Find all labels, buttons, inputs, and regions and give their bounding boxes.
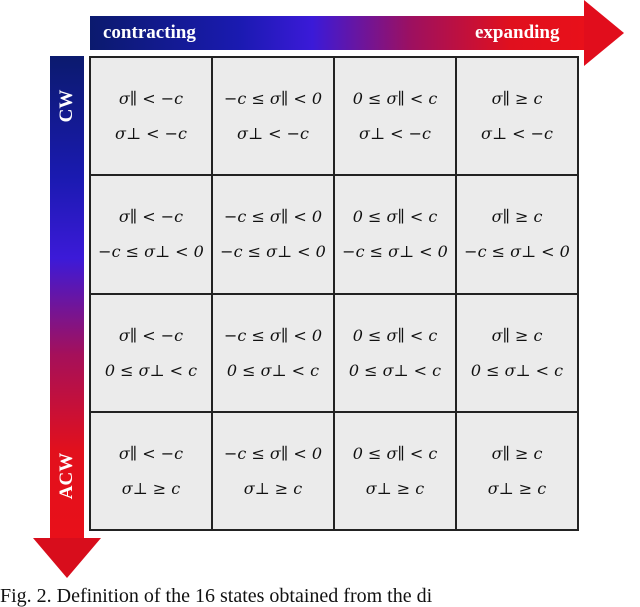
parallel-condition: 0 ≤ σ∥ < c xyxy=(352,89,438,109)
state-cell-2 xyxy=(212,57,334,175)
perpendicular-condition: σ⊥ < −c xyxy=(237,124,309,144)
state-cell-12 xyxy=(456,294,578,412)
perpendicular-condition: σ⊥ < −c xyxy=(115,124,187,144)
perpendicular-condition: −c ≤ σ⊥ < 0 xyxy=(464,242,570,262)
state-cell-4 xyxy=(456,57,578,175)
state-cell-5 xyxy=(90,175,212,293)
perpendicular-condition: −c ≤ σ⊥ < 0 xyxy=(98,242,204,262)
contracting-label: contracting xyxy=(103,22,196,43)
parallel-condition: σ∥ < −c xyxy=(118,89,184,109)
state-cell-13 xyxy=(90,412,212,530)
perpendicular-condition: 0 ≤ σ⊥ < c xyxy=(226,360,320,380)
state-cell-7 xyxy=(334,175,456,293)
parallel-condition: −c ≤ σ∥ < 0 xyxy=(223,325,322,345)
state-cell-14 xyxy=(212,412,334,530)
parallel-condition: 0 ≤ σ∥ < c xyxy=(352,325,438,345)
state-cell-11 xyxy=(334,294,456,412)
perpendicular-condition: 0 ≤ σ⊥ < c xyxy=(470,360,564,380)
perpendicular-condition: σ⊥ ≥ c xyxy=(243,478,303,498)
parallel-condition: σ∥ ≥ c xyxy=(491,443,543,463)
perpendicular-condition: −c ≤ σ⊥ < 0 xyxy=(342,242,448,262)
cw-label: CW xyxy=(56,89,77,123)
parallel-condition: σ∥ ≥ c xyxy=(491,89,543,109)
parallel-condition: σ∥ < −c xyxy=(118,443,184,463)
perpendicular-condition: 0 ≤ σ⊥ < c xyxy=(104,360,198,380)
state-cell-15 xyxy=(334,412,456,530)
perpendicular-condition: −c ≤ σ⊥ < 0 xyxy=(220,242,326,262)
perpendicular-condition: σ⊥ ≥ c xyxy=(365,478,425,498)
state-cell-6 xyxy=(212,175,334,293)
state-cell-9 xyxy=(90,294,212,412)
perpendicular-condition: σ⊥ ≥ c xyxy=(121,478,181,498)
parallel-condition: −c ≤ σ∥ < 0 xyxy=(223,443,322,463)
state-cell-3 xyxy=(334,57,456,175)
perpendicular-condition: σ⊥ < −c xyxy=(481,124,553,144)
perpendicular-condition: σ⊥ < −c xyxy=(359,124,431,144)
figure-caption: Fig. 2. Definition of the 16 states obtained from the di xyxy=(0,585,433,607)
state-cell-16 xyxy=(456,412,578,530)
parallel-condition: σ∥ < −c xyxy=(118,207,184,227)
state-cell-8 xyxy=(456,175,578,293)
state-cell-10 xyxy=(212,294,334,412)
parallel-condition: 0 ≤ σ∥ < c xyxy=(352,443,438,463)
parallel-condition: −c ≤ σ∥ < 0 xyxy=(223,89,322,109)
parallel-condition: σ∥ < −c xyxy=(118,325,184,345)
parallel-condition: 0 ≤ σ∥ < c xyxy=(352,207,438,227)
expanding-label: expanding xyxy=(475,22,560,43)
parallel-condition: σ∥ ≥ c xyxy=(491,325,543,345)
acw-label: ACW xyxy=(56,452,77,500)
state-grid xyxy=(89,56,579,531)
perpendicular-condition: 0 ≤ σ⊥ < c xyxy=(348,360,442,380)
parallel-condition: −c ≤ σ∥ < 0 xyxy=(223,207,322,227)
perpendicular-condition: σ⊥ ≥ c xyxy=(487,478,547,498)
state-cell-1 xyxy=(90,57,212,175)
arrow-down-icon xyxy=(33,538,101,578)
parallel-condition: σ∥ ≥ c xyxy=(491,207,543,227)
arrow-right-icon xyxy=(584,0,624,66)
